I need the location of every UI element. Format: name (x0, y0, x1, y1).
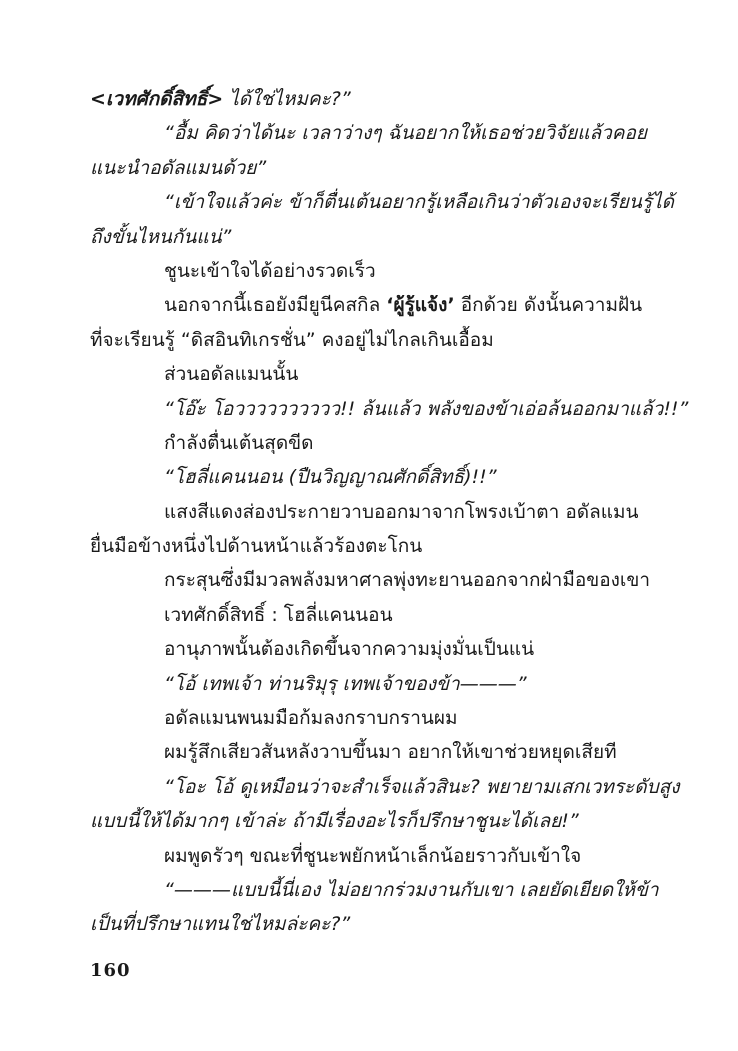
page-number: 160 (90, 960, 131, 981)
text-line: อานุภาพนั้นต้องเกิดขึ้นจากความมุ่งมั่นเป็นแน่ (164, 638, 535, 661)
text-line: “———แบบนี้นี่เอง ไม่อยากร่วมงานกับเขา เลยยัดเยียดให้ข้า (164, 878, 659, 901)
text-line: “โอะ โอ้ ดูเหมือนว่าจะสำเร็จแล้วสินะ? พยายามเสกเวทระดับสูง (164, 775, 680, 798)
text-line: ผมรู้สึกเสียวสันหลังวาบขึ้นมา อยากให้เขาช่วยหยุดเสียที (164, 741, 617, 764)
text-line (90, 288, 652, 322)
text-line: “โอ๊ะ โอวววววววววว!! ล้นแล้ว พลังของข้าเอ่อล้นออกมาแล้ว!!” (164, 397, 689, 420)
text-line: “โฮลี่แคนนอน (ปืนวิญญาณศักดิ์สิทธิ์)!!” (164, 466, 497, 489)
narration-text: นอกจากนี้เธอยังมียูนีคสกิล (164, 294, 387, 317)
narration-text: อีกด้วย ดังนั้นความฝัน (454, 294, 643, 317)
text-line: “โอ้ เทพเจ้า ท่านริมุรุ เทพเจ้าของข้า———” (164, 672, 527, 695)
text-line: กำลังตื่นเต้นสุดขีด (164, 431, 314, 454)
text-line: ถึงขั้นไหนกันแน่” (90, 225, 232, 248)
text-line: เป็นที่ปรึกษาแทนใช่ไหมล่ะคะ?” (90, 913, 351, 936)
bracket-open: < (90, 88, 106, 110)
text-line: ส่วนอดัลแมนนั้น (164, 363, 299, 386)
text-line: ผมพูดรัวๆ ขณะที่ชูนะพยักหน้าเล็กน้อยราวกับเข้าใจ (164, 844, 582, 867)
text-line: “เข้าใจแล้วค่ะ ข้าก็ตื่นเต้นอยากรู้เหลือเกินว่าตัวเองจะเรียนรู้ได้ (164, 191, 674, 214)
text-line: “อื้ม คิดว่าได้นะ เวลาว่างๆ ฉันอยากให้เธอช่วยวิจัยแล้วคอย (164, 122, 648, 145)
bracket-close: > (207, 88, 224, 110)
dialogue-text: ได้ใช่ไหมคะ?” (223, 88, 351, 110)
text-line: แนะนำอดัลแมนด้วย” (90, 156, 267, 179)
text-line: ยื่นมือข้างหนึ่งไปด้านหน้าแล้วร้องตะโกน (90, 535, 423, 558)
skill-name: เวทศักดิ์สิทธิ์ (105, 88, 208, 110)
page-body (90, 82, 689, 942)
skill-name: ‘ผู้รู้แจ้ง’ (386, 294, 455, 317)
text-line: อดัลแมนพนมมือก้มลงกราบกรานผม (164, 707, 458, 730)
text-line (90, 82, 652, 116)
text-line: กระสุนซึ่งมีมวลพลังมหาศาลพุ่งทะยานออกจากฝ่ามือของเขา (164, 569, 651, 592)
text-line: ชูนะเข้าใจได้อย่างรวดเร็ว (164, 259, 376, 282)
text-line: ที่จะเรียนรู้ “ดิสอินทิเกรชั่น” คงอยู่ไม่ไกลเกินเอื้อม (90, 328, 494, 351)
text-line: เวทศักดิ์สิทธิ์ : โฮลี่แคนนอน (164, 603, 393, 626)
text-line: แบบนี้ให้ได้มากๆ เข้าล่ะ ถ้ามีเรื่องอะไรก็ปรึกษาชูนะได้เลย!” (90, 810, 579, 833)
text-line: แสงสีแดงส่องประกายวาบออกมาจากโพรงเบ้าตา อดัลแมน (164, 500, 639, 523)
